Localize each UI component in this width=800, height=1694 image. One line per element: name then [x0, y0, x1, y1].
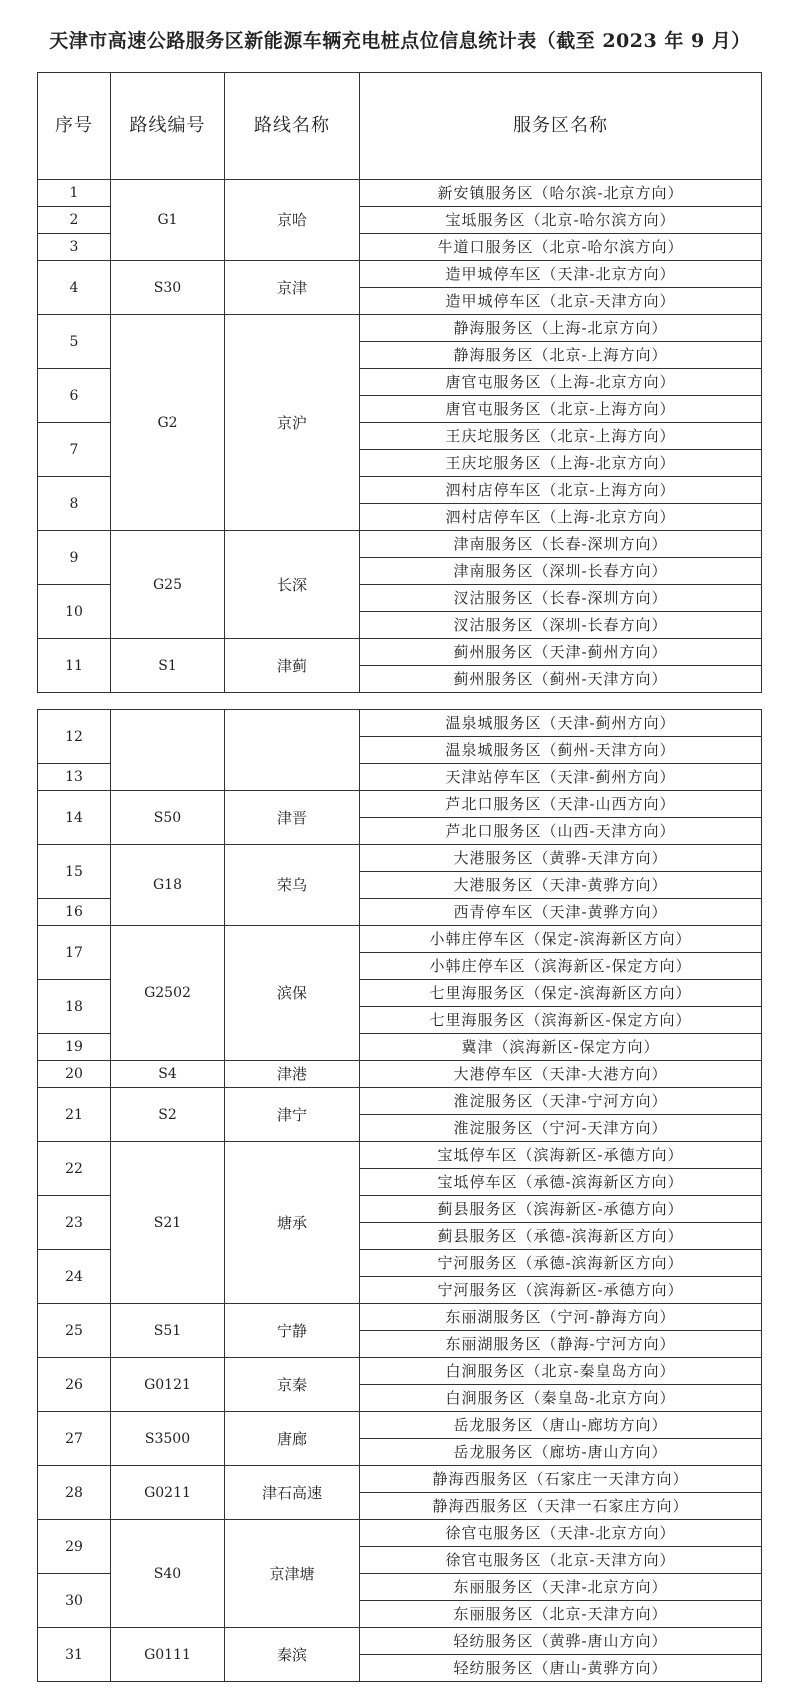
service-area-cell: 东丽湖服务区（宁河-静海方向）	[360, 1304, 762, 1331]
table-header-row	[38, 73, 762, 180]
service-area-cell: 蓟州服务区（天津-蓟州方向）	[360, 639, 762, 666]
seq-cell: 18	[38, 980, 111, 1034]
table-row	[38, 1628, 762, 1655]
service-area-cell: 唐官屯服务区（上海-北京方向）	[360, 369, 762, 396]
route-name-cell: 长深	[225, 531, 360, 639]
service-area-cell: 白涧服务区（秦皇岛-北京方向）	[360, 1385, 762, 1412]
service-area-cell: 芦北口服务区（山西-天津方向）	[360, 818, 762, 845]
service-area-cell: 静海西服务区（石家庄一天津方向）	[360, 1466, 762, 1493]
table-row	[38, 1061, 762, 1088]
service-area-cell: 东丽服务区（天津-北京方向）	[360, 1574, 762, 1601]
service-area-cell: 冀津（滨海新区-保定方向）	[360, 1034, 762, 1061]
route-code-cell: S50	[111, 791, 225, 845]
service-area-cell: 蓟州服务区（蓟州-天津方向）	[360, 666, 762, 693]
seq-cell: 26	[38, 1358, 111, 1412]
table-row	[38, 926, 762, 953]
table-row	[38, 531, 762, 558]
service-area-cell: 徐官屯服务区（北京-天津方向）	[360, 1547, 762, 1574]
service-area-cell: 大港停车区（天津-大港方向）	[360, 1061, 762, 1088]
seq-cell: 30	[38, 1574, 111, 1628]
service-area-cell: 七里海服务区（保定-滨海新区方向）	[360, 980, 762, 1007]
table-row	[38, 1412, 762, 1439]
table-row	[38, 1142, 762, 1169]
header-route-code: 路线编号	[111, 73, 225, 180]
route-code-cell: S40	[111, 1520, 225, 1628]
route-code-cell: S21	[111, 1142, 225, 1304]
route-name-cell: 京哈	[225, 180, 360, 261]
route-code-cell: G1	[111, 180, 225, 261]
route-code-cell: S30	[111, 261, 225, 315]
seq-cell: 12	[38, 710, 111, 764]
service-area-cell: 汊沽服务区（深圳-长春方向）	[360, 612, 762, 639]
service-area-cell: 白涧服务区（北京-秦皇岛方向）	[360, 1358, 762, 1385]
table-row	[38, 1088, 762, 1115]
route-name-cell: 津宁	[225, 1088, 360, 1142]
route-code-cell: S2	[111, 1088, 225, 1142]
service-area-cell: 津南服务区（长春-深圳方向）	[360, 531, 762, 558]
seq-cell: 11	[38, 639, 111, 693]
route-code-cell: G2502	[111, 926, 225, 1061]
service-area-cell: 大港服务区（天津-黄骅方向）	[360, 872, 762, 899]
header-seq: 序号	[38, 73, 111, 180]
service-area-cell: 芦北口服务区（天津-山西方向）	[360, 791, 762, 818]
route-name-cell: 塘承	[225, 1142, 360, 1304]
table-row	[38, 1304, 762, 1331]
service-area-cell: 泗村店停车区（上海-北京方向）	[360, 504, 762, 531]
route-name-cell: 滨保	[225, 926, 360, 1061]
route-name-cell: 荣乌	[225, 845, 360, 926]
seq-cell: 2	[38, 207, 111, 234]
charging-table-part-1	[37, 72, 761, 693]
seq-cell: 31	[38, 1628, 111, 1682]
route-code-cell: G25	[111, 531, 225, 639]
charging-table-continued	[37, 709, 762, 1682]
service-area-cell: 天津站停车区（天津-蓟州方向）	[360, 764, 762, 791]
service-area-cell: 静海服务区（北京-上海方向）	[360, 342, 762, 369]
service-area-cell: 东丽服务区（北京-天津方向）	[360, 1601, 762, 1628]
route-name-cell: 京津	[225, 261, 360, 315]
service-area-cell: 泗村店停车区（北京-上海方向）	[360, 477, 762, 504]
service-area-cell: 淮淀服务区（宁河-天津方向）	[360, 1115, 762, 1142]
table-row	[38, 180, 762, 207]
service-area-cell: 牛道口服务区（北京-哈尔滨方向）	[360, 234, 762, 261]
service-area-cell: 轻纺服务区（黄骅-唐山方向）	[360, 1628, 762, 1655]
charging-table	[37, 72, 762, 693]
route-code-cell: S4	[111, 1061, 225, 1088]
seq-cell: 24	[38, 1250, 111, 1304]
route-code-cell: S1	[111, 639, 225, 693]
seq-cell: 25	[38, 1304, 111, 1358]
route-name-cell: 津港	[225, 1061, 360, 1088]
seq-cell: 5	[38, 315, 111, 369]
table-row	[38, 1520, 762, 1547]
route-code-cell: G18	[111, 845, 225, 926]
seq-cell: 6	[38, 369, 111, 423]
seq-cell: 20	[38, 1061, 111, 1088]
service-area-cell: 静海服务区（上海-北京方向）	[360, 315, 762, 342]
service-area-cell: 轻纺服务区（唐山-黄骅方向）	[360, 1655, 762, 1682]
route-code-cell: G0211	[111, 1466, 225, 1520]
service-area-cell: 造甲城停车区（天津-北京方向）	[360, 261, 762, 288]
table-row	[38, 639, 762, 666]
seq-cell: 1	[38, 180, 111, 207]
charging-table-part-2	[37, 709, 761, 1682]
service-area-cell: 静海西服务区（天津一石家庄方向）	[360, 1493, 762, 1520]
service-area-cell: 汊沽服务区（长春-深圳方向）	[360, 585, 762, 612]
table-row	[38, 315, 762, 342]
service-area-cell: 大港服务区（黄骅-天津方向）	[360, 845, 762, 872]
service-area-cell: 蓟县服务区（滨海新区-承德方向）	[360, 1196, 762, 1223]
seq-cell: 8	[38, 477, 111, 531]
seq-cell: 4	[38, 261, 111, 315]
service-area-cell: 徐官屯服务区（天津-北京方向）	[360, 1520, 762, 1547]
route-name-cell	[225, 710, 360, 791]
service-area-cell: 温泉城服务区（天津-蓟州方向）	[360, 710, 762, 737]
service-area-cell: 宁河服务区（承德-滨海新区方向）	[360, 1250, 762, 1277]
page-title: 天津市高速公路服务区新能源车辆充电桩点位信息统计表（截至 2023 年 9 月）	[49, 30, 751, 52]
seq-cell: 7	[38, 423, 111, 477]
service-area-cell: 宝坻停车区（承德-滨海新区方向）	[360, 1169, 762, 1196]
route-name-cell: 津晋	[225, 791, 360, 845]
route-code-cell: G2	[111, 315, 225, 531]
route-code-cell: S3500	[111, 1412, 225, 1466]
service-area-cell: 宝坻停车区（滨海新区-承德方向）	[360, 1142, 762, 1169]
seq-cell: 21	[38, 1088, 111, 1142]
service-area-cell: 小韩庄停车区（保定-滨海新区方向）	[360, 926, 762, 953]
service-area-cell: 温泉城服务区（蓟州-天津方向）	[360, 737, 762, 764]
seq-cell: 27	[38, 1412, 111, 1466]
seq-cell: 23	[38, 1196, 111, 1250]
service-area-cell: 岳龙服务区（唐山-廊坊方向）	[360, 1412, 762, 1439]
route-name-cell: 京津塘	[225, 1520, 360, 1628]
route-name-cell: 秦滨	[225, 1628, 360, 1682]
route-name-cell: 宁静	[225, 1304, 360, 1358]
seq-cell: 19	[38, 1034, 111, 1061]
service-area-cell: 小韩庄停车区（滨海新区-保定方向）	[360, 953, 762, 980]
service-area-cell: 造甲城停车区（北京-天津方向）	[360, 288, 762, 315]
route-name-cell: 京沪	[225, 315, 360, 531]
service-area-cell: 王庆坨服务区（上海-北京方向）	[360, 450, 762, 477]
service-area-cell: 宁河服务区（滨海新区-承德方向）	[360, 1277, 762, 1304]
seq-cell: 17	[38, 926, 111, 980]
route-code-cell: S51	[111, 1304, 225, 1358]
route-name-cell: 京秦	[225, 1358, 360, 1412]
seq-cell: 28	[38, 1466, 111, 1520]
seq-cell: 14	[38, 791, 111, 845]
table-row	[38, 1358, 762, 1385]
service-area-cell: 蓟县服务区（承德-滨海新区方向）	[360, 1223, 762, 1250]
service-area-cell: 宝坻服务区（北京-哈尔滨方向）	[360, 207, 762, 234]
header-route-name: 路线名称	[225, 73, 360, 180]
seq-cell: 10	[38, 585, 111, 639]
route-name-cell: 津石高速	[225, 1466, 360, 1520]
service-area-cell: 七里海服务区（滨海新区-保定方向）	[360, 1007, 762, 1034]
service-area-cell: 新安镇服务区（哈尔滨-北京方向）	[360, 180, 762, 207]
route-name-cell: 津蓟	[225, 639, 360, 693]
route-name-cell: 唐廊	[225, 1412, 360, 1466]
route-code-cell: G0121	[111, 1358, 225, 1412]
header-service-area: 服务区名称	[360, 73, 762, 180]
seq-cell: 15	[38, 845, 111, 899]
table-row	[38, 845, 762, 872]
seq-cell: 16	[38, 899, 111, 926]
table-row	[38, 1466, 762, 1493]
table-row	[38, 261, 762, 288]
service-area-cell: 王庆坨服务区（北京-上海方向）	[360, 423, 762, 450]
seq-cell: 13	[38, 764, 111, 791]
service-area-cell: 岳龙服务区（廊坊-唐山方向）	[360, 1439, 762, 1466]
service-area-cell: 唐官屯服务区（北京-上海方向）	[360, 396, 762, 423]
seq-cell: 3	[38, 234, 111, 261]
seq-cell: 22	[38, 1142, 111, 1196]
seq-cell: 29	[38, 1520, 111, 1574]
service-area-cell: 津南服务区（深圳-长春方向）	[360, 558, 762, 585]
service-area-cell: 东丽湖服务区（静海-宁河方向）	[360, 1331, 762, 1358]
route-code-cell: G0111	[111, 1628, 225, 1682]
service-area-cell: 西青停车区（天津-黄骅方向）	[360, 899, 762, 926]
route-code-cell	[111, 710, 225, 791]
table-row	[38, 710, 762, 737]
table-row	[38, 791, 762, 818]
service-area-cell: 淮淀服务区（天津-宁河方向）	[360, 1088, 762, 1115]
seq-cell: 9	[38, 531, 111, 585]
